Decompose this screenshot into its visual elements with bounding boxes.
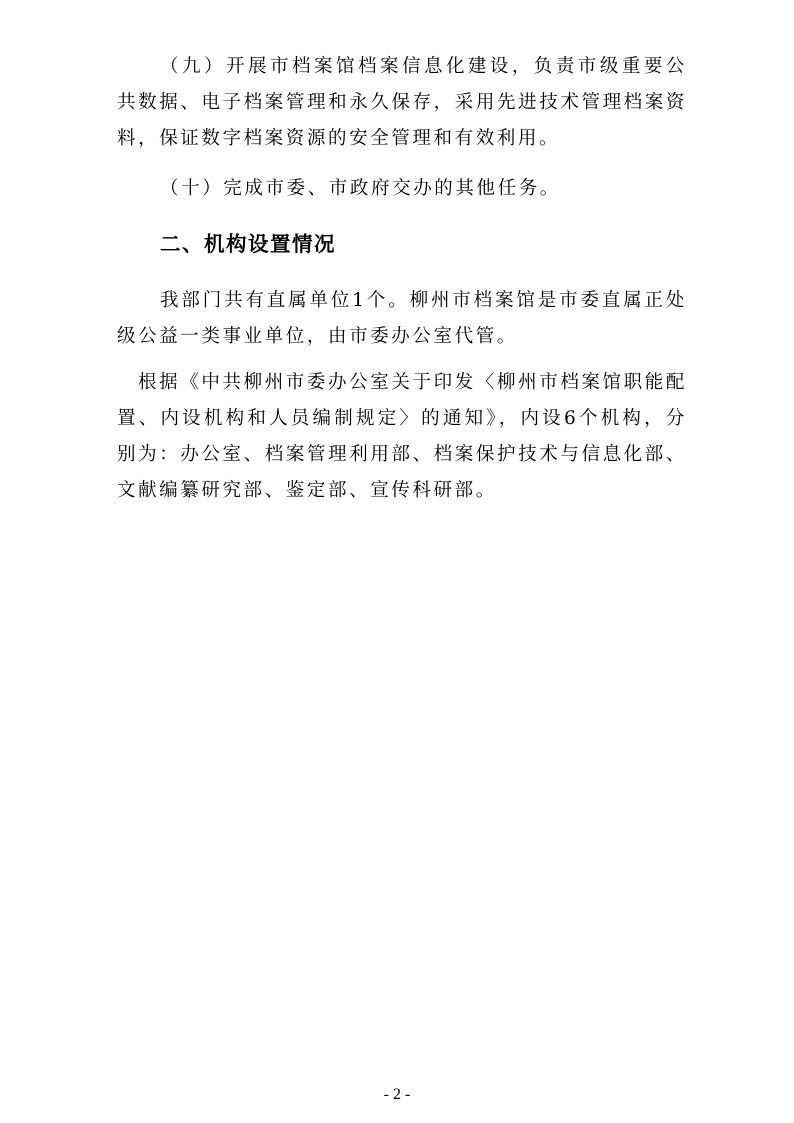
- paragraph-affiliated-units: 我部门共有直属单位1个。柳州市档案馆是市委直属正处级公益一类事业单位，由市委办公室代管。: [117, 290, 687, 347]
- section-heading: 二、机构设置情况: [160, 232, 336, 256]
- paragraph-internal-structure: 根据《中共柳州市委办公室关于印发〈柳州市档案馆职能配置、内设机构和人员编制规定〉的通知》，内设6个机构，分别为：办公室、档案管理利用部、档案保护技术与信息化部、文献编纂研究部、鉴定部、宣传科研部。: [117, 372, 687, 501]
- paragraph-item-9: （九）开展市档案馆档案信息化建设，负责市级重要公共数据、电子档案管理和永久保存，采用先进技术管理档案资料，保证数字档案资源的安全管理和有效利用。: [117, 56, 687, 149]
- paragraph-item-10: （十）完成市委、市政府交办的其他任务。: [160, 178, 561, 199]
- page-number: - 2 -: [383, 1086, 411, 1103]
